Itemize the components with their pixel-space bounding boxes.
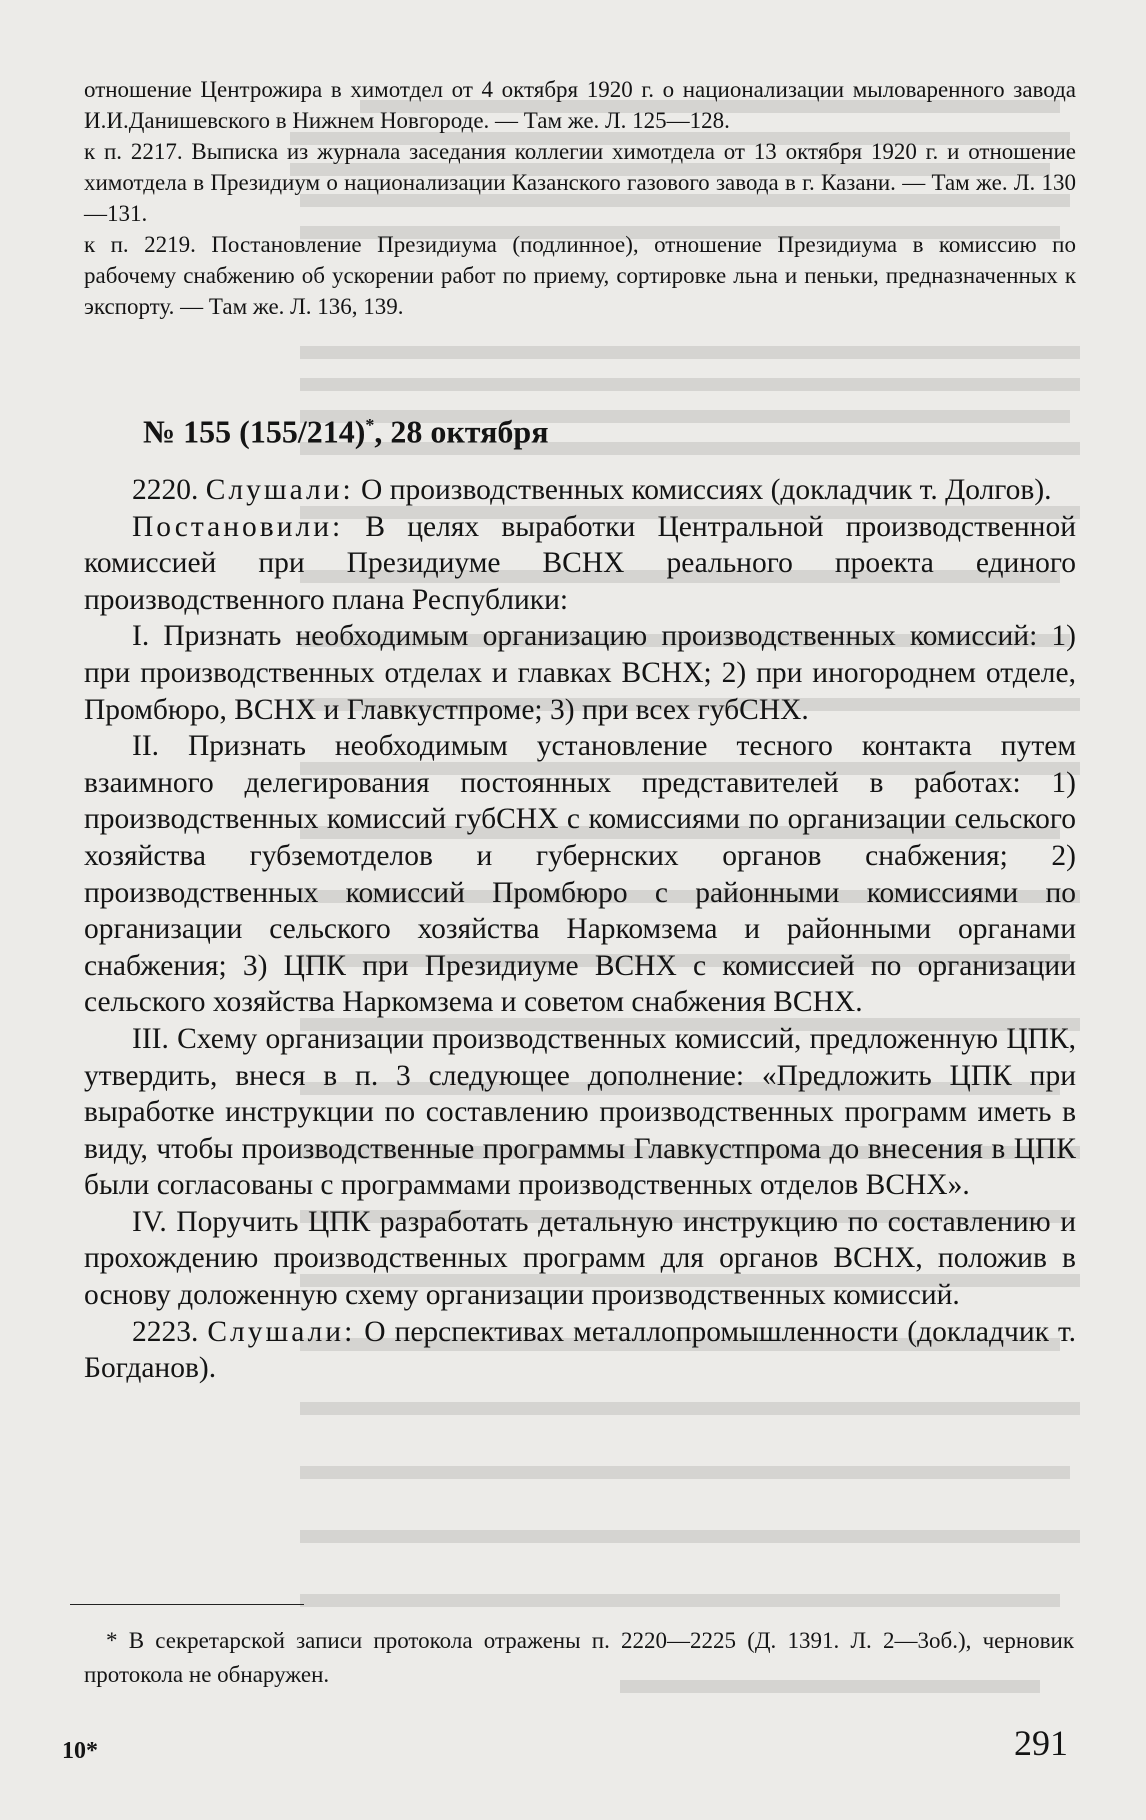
heard-label: Слушали: bbox=[207, 1315, 356, 1348]
footnote-text: В секретарской записи протокола отражены п. 2220—2225 (Д. 1391. Л. 2—3об.), черновик протокола не обнаружен. bbox=[84, 1628, 1075, 1687]
item-text: О перспективах металлопромышленности (докладчик т. Богданов). bbox=[84, 1315, 1076, 1385]
note-2219: к п. 2219. Постановление Президиума (подлинное), отношение Президиума в комиссию по рабочему снабжению об ускорении работ по приему, сортировке льна и пеньки, предназначенных к экспорту. — Там же. Л. 136, 139. bbox=[84, 232, 1076, 319]
protocol-date: , 28 октября bbox=[374, 413, 549, 450]
note-2217: к п. 2217. Выписка из журнала заседания коллегии химотдела от 13 октября 1920 г. и отношение химотдела в Президиум о национализации Казанского газового завода в г. Казани. — Там же. Л. 130—131. bbox=[84, 139, 1076, 226]
page-number: 291 bbox=[1014, 1723, 1068, 1763]
item-2223-heard bbox=[84, 1314, 1076, 1387]
resolution-point-2: II. Признать необходимым установление тесного контакта путем взаимного делегирования постоянных представителей в работах: 1) производственных комиссий губСНХ с комиссиями по организации сельского хозяйства губземотделов и губернских органов снабжения; 2) производственных комиссий Промбюро с районными комиссиями по организации сельского хозяйства Наркомзема и районными органами снабжения; 3) ЦПК при Президиуме ВСНХ с комиссией по организации сельского хозяйства Наркомзема и советом снабжения ВСНХ. bbox=[84, 730, 1076, 1019]
protocol-body bbox=[84, 472, 1076, 1387]
item-number: 2220. bbox=[132, 474, 199, 506]
heard-label: Слушали: bbox=[205, 474, 354, 506]
item-text: О производственных комиссиях (докладчик т. Долгов). bbox=[361, 474, 1052, 506]
footnote bbox=[84, 1624, 1074, 1692]
item-2220-heard bbox=[84, 472, 1076, 509]
item-text: В целях выработки Центральной производственной комиссией при Президиуме ВСНХ реального проекта единого производственного плана Республики: bbox=[84, 510, 1077, 616]
note-centrozhir: отношение Центрожира в химотдел от 4 октября 1920 г. о национализации мыловаренного завода И.И.Данишевского в Нижнем Новгороде. — Там же. Л. 125—128. bbox=[84, 77, 1076, 133]
protocol-number: № 155 (155/214) bbox=[143, 413, 366, 450]
protocol-header bbox=[143, 405, 549, 452]
footnote-marker: * bbox=[106, 1628, 118, 1653]
footnote-divider bbox=[70, 1604, 304, 1605]
signature-mark: 10* bbox=[62, 1738, 98, 1764]
resolution-point-3: III. Схему организации производственных комиссий, предложенную ЦПК, утвердить, внеся в п. 3 следующее дополнение: «Предложить ЦПК при выработке инструкции по составлению производственных программ иметь в виду, чтобы производственные программы Главкустпрома до внесения в ЦПК были согласованы с программами производственных отделов ВСНХ». bbox=[84, 1022, 1076, 1202]
footnote-marker: * bbox=[365, 415, 375, 435]
resolution-point-1: I. Признать необходимым организацию производственных комиссий: 1) при производственных отделах и главках ВСНХ; 2) при иногороднем отделе, Промбюро, ВСНХ и Главкустпроме; 3) при всех губСНХ. bbox=[84, 620, 1076, 726]
resolved-label: Постановили: bbox=[132, 510, 344, 543]
item-number: 2223. bbox=[132, 1315, 199, 1348]
item-2220-resolved bbox=[84, 509, 1076, 619]
archival-notes bbox=[84, 74, 1076, 322]
resolution-point-4: IV. Поручить ЦПК разработать детальную инструкцию по составлению и прохождению производственных программ для органов ВСНХ, положив в основу доложенную схему организации производственных комиссий. bbox=[84, 1205, 1076, 1312]
